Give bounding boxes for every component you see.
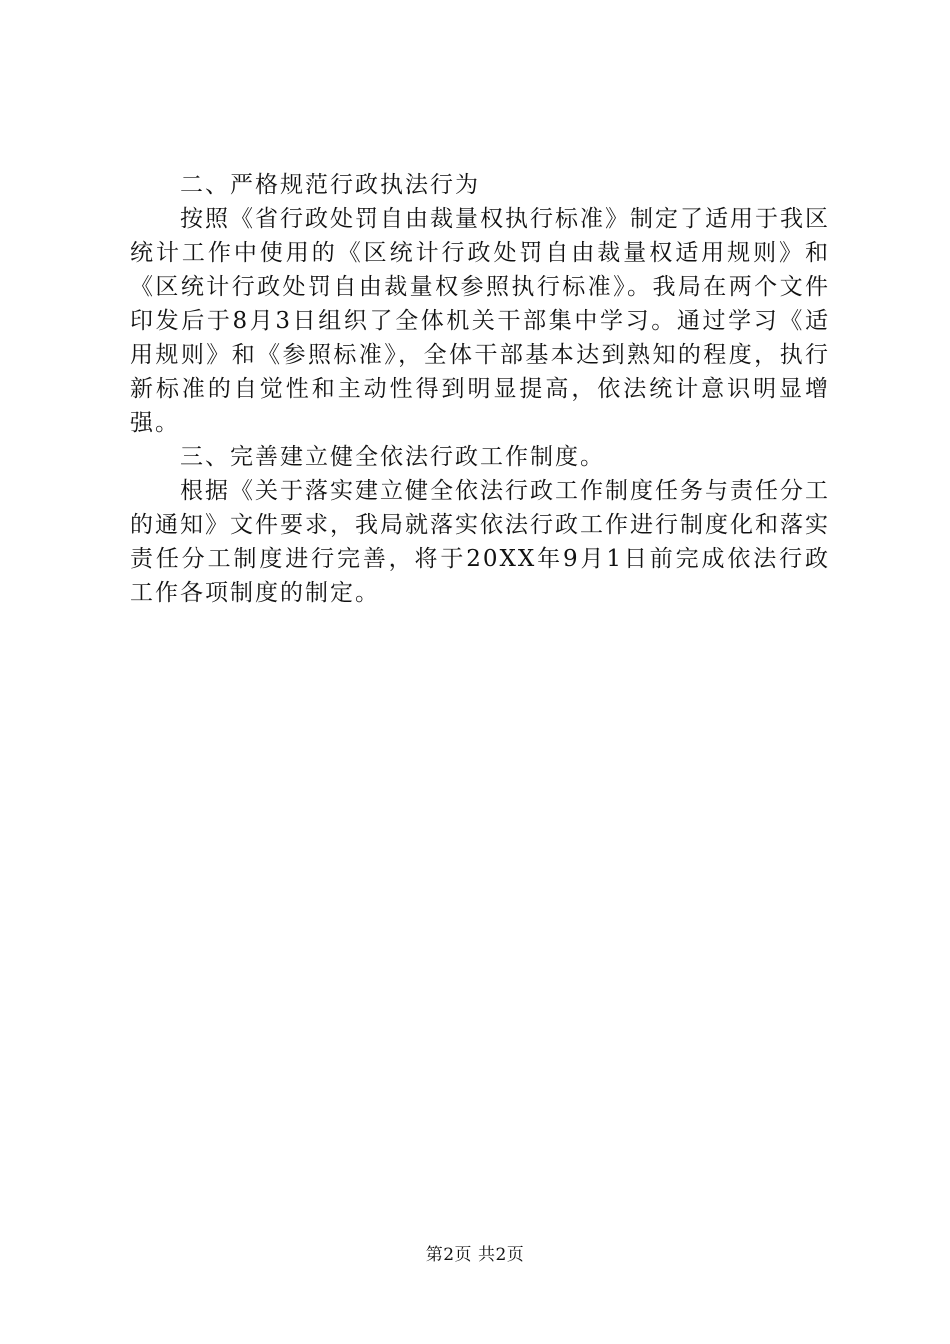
body-paragraph: 按照《省行政处罚自由裁量权执行标准》制定了适用于我区统计工作中使用的《区统计行政处罚自由裁量权适用规则》和《区统计行政处罚自由裁量权参照执行标准》。我局在两个文件印发后于8月3日组织了全体机关干部集中学习。通过学习《适用规则》和《参照标准》，全体干部基本达到熟知的程度，执行新标准的自觉性和主动性得到明显提高，依法统计意识明显增强。 [130,206,830,436]
body-paragraph: 根据《关于落实建立健全依法行政工作制度任务与责任分工的通知》文件要求，我局就落实依法行政工作进行制度化和落实责任分工制度进行完善，将于20XX年9月1日前完成依法行政工作各项制度的制定。 [130,478,830,606]
page-number-footer: 第2页 共2页 [425,1245,525,1265]
section-heading-2: 二、严格规范行政执法行为 [180,172,480,198]
document-body [130,168,830,610]
section-heading-3: 三、完善建立健全依法行政工作制度。 [180,444,605,470]
